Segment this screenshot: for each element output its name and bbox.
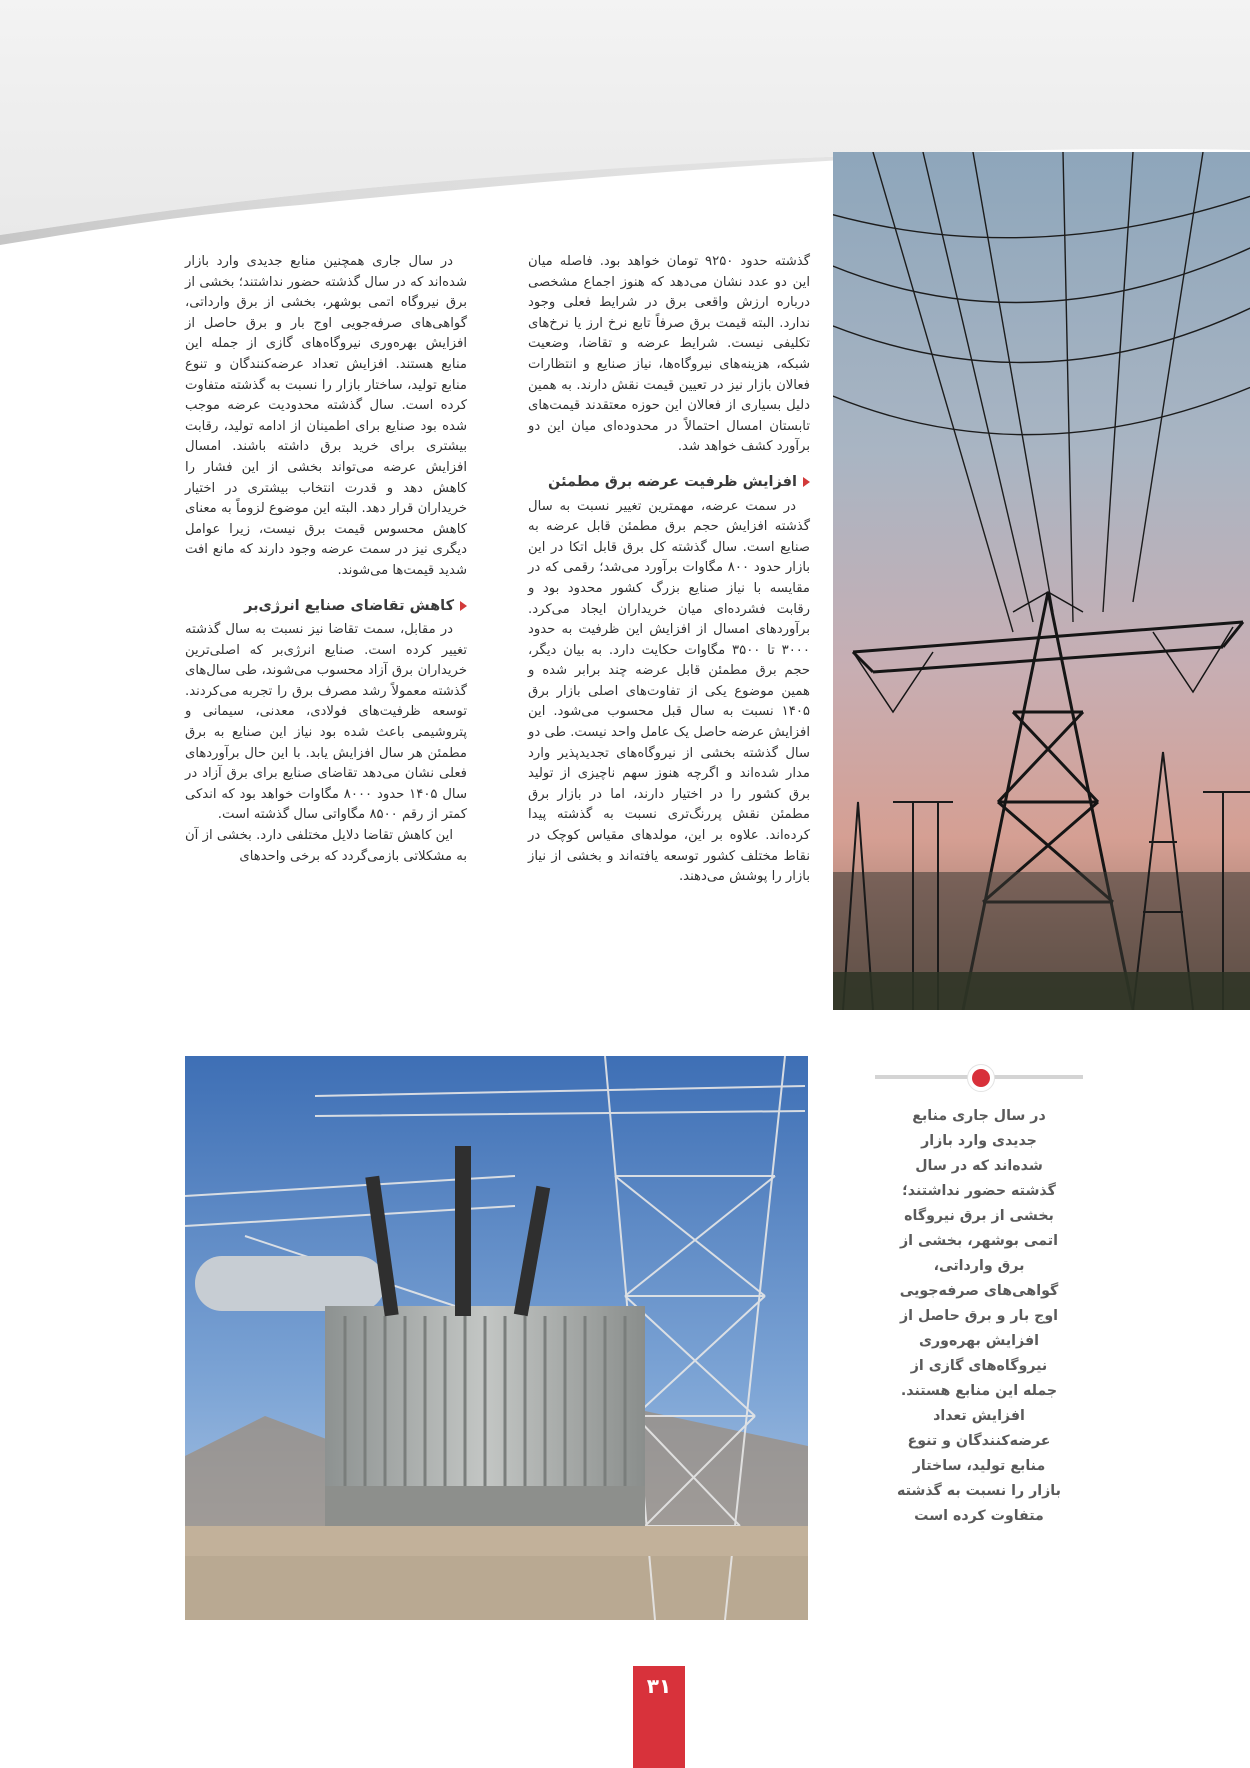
section-heading-text: افزایش ظرفیت عرضه برق مطمئن (548, 473, 797, 490)
article-column-left (185, 252, 467, 867)
paragraph: این کاهش تقاضا دلایل مختلفی دارد. بخشی از آن به مشکلاتی بازمی‌گردد که برخی واحدهای (185, 828, 467, 864)
section-heading (185, 596, 467, 617)
section-heading (528, 472, 810, 493)
paragraph: در سمت عرضه، مهمترین تغییر نسبت به سال گذشته افزایش حجم برق مطمئن قابل عرضه به صنایع است. سال گذشته کل برق قابل اتکا در این بازار حدود ۸۰۰ مگاوات برآورد می‌شد؛ رقمی که در مقایسه با نیاز صنایع بزرگ کشور محدود بود و رقابت فشرده‌ای میان خریداران ایجاد می‌کرد. برآوردهای امسال از افزایش این ظرفیت به حدود ۳۰۰۰ تا ۳۵۰۰ مگاوات حکایت دارد. به بیان دیگر، حجم برق مطمئن قابل عرضه چند برابر شده و همین موضوع یکی از تفاوت‌های اصلی بازار برق ۱۴۰۵ نسبت به سال قبل محسوب می‌شود. این افزایش عرضه حاصل یک عامل واحد نیست. طی دو سال گذشته بخشی از نیروگاه‌های تجدیدپذیر وارد مدار شده‌اند و اگرچه هنوز سهم ناچیزی از تولید برق کشور را در اختیار دارند، اما در بازار برق مطمئن نقش پررنگ‌تری نسبت به گذشته پیدا کرده‌اند. علاوه بر این، مولدهای مقیاس کوچک در نقاط مختلف کشور توسعه یافته‌اند و بخشی از نیاز بازار را پوشش می‌دهند. (528, 498, 811, 885)
paragraph: در مقابل، سمت تقاضا نیز نسبت به سال گذشته تغییر کرده است. صنایع انرژی‌بر که اصلی‌ترین خریداران برق آزاد محسوب می‌شوند، طی سال‌های گذشته معمولاً رشد مصرف برق را تجربه می‌کردند. توسعه ظرفیت‌های فولادی، معدنی، سیمانی و پتروشیمی باعث شده بود نیاز این صنایع به برق مطمئن هر سال افزایش یابد. با این حال برآوردهای فعلی نشان می‌دهد تقاضای صنایع برای برق آزاد در سال ۱۴۰۵ حدود ۸۰۰۰ مگاوات خواهد بود که اندکی کمتر از رقم ۸۵۰۰ مگاواتی سال گذشته است. (185, 622, 467, 823)
triangle-bullet-icon (803, 477, 810, 487)
power-lines-photo (833, 152, 1250, 1010)
section-heading-text: کاهش تقاضای صنایع انرژی‌بر (244, 597, 454, 614)
paragraph: در سال جاری همچنین منابع جدیدی وارد بازار شده‌اند که در سال گذشته حضور نداشتند؛ بخشی از برق نیروگاه اتمی بوشهر، بخشی از برق وارداتی، گواهی‌های صرفه‌جویی اوج بار و برق حاصل از افزایش بهره‌وری نیروگاه‌های گازی از جمله این منابع هستند. افزایش تعداد عرضه‌کنندگان و تنوع منابع تولید، ساختار بازار را نسبت به گذشته متفاوت کرده است. سال گذشته محدودیت عرضه موجب شده بود صنایع برای اطمینان از ادامه تولید، رقابت بیشتری برای خرید برق داشته باشند. امسال افزایش عرضه می‌تواند بخشی از این فشار را کاهش دهد و قدرت انتخاب بیشتری در اختیار خریداران قرار دهد. البته این موضوع لزوماً به معنای کاهش محسوس قیمت برق نیست، زیرا عوامل دیگری نیز در سمت عرضه وجود دارند که مانع افت شدید قیمت‌ها می‌شوند. (185, 254, 467, 578)
page-number: ۳۱ (646, 1674, 672, 1698)
page-number-tab (633, 1666, 685, 1768)
triangle-bullet-icon (460, 601, 467, 611)
pull-quote-text: در سال جاری منابع جدیدی وارد بازار شده‌اند که در سال گذشته حضور نداشتند؛ بخشی از برق نیروگاه اتمی بوشهر، بخشی از برق وارداتی، گواهی‌های صرفه‌جویی اوج بار و برق حاصل از افزایش بهره‌وری نیروگاه‌های گازی از جمله این منابع هستند. افزایش تعداد عرضه‌کنندگان و تنوع منابع تولید، ساختار بازار را نسبت به گذشته متفاوت کرده است (897, 1108, 1061, 1524)
substation-photo (185, 1056, 808, 1620)
paragraph: گذشته حدود ۹۲۵۰ تومان خواهد بود. فاصله میان این دو عدد نشان می‌دهد که هنوز اجماع مشخصی درباره ارزش واقعی برق در شرایط فعلی وجود ندارد. البته قیمت برق صرفاً تابع نرخ ارز یا نرخ‌های تکلیفی نیست. شرایط عرضه و تقاضا، وضعیت شبکه، هزینه‌های نیروگاه‌ها، نیاز صنایع و انتظارات فعالان بازار نیز در تعیین قیمت نقش دارند. به همین دلیل بسیاری از فعالان این حوزه معتقدند قیمت‌های تابستان امسال احتمالاً در محدوده‌ای میان این دو برآورد کشف خواهد شد. (528, 254, 810, 455)
red-dot-icon (967, 1064, 995, 1092)
article-column-right (528, 252, 810, 888)
